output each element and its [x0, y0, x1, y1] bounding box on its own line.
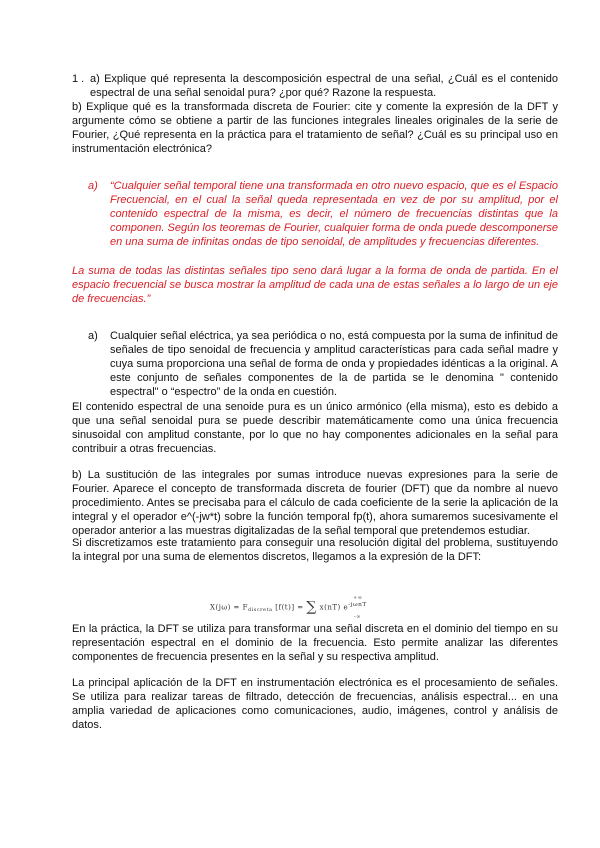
answer-paragraph-discretize: Si discretizamos este tratamiento para conseguir una resolución digital del problema, sustituyendo la integral por una suma de elementos discretos, llegamos a la expresión de la DFT:: [72, 537, 558, 563]
quote-text: “Cualquier señal temporal tiene una transformada en otro nuevo espacio, que es el Espacio Frecuencial, en el cual la señal queda representada en vez de por su amplitud, por el contenido espectral de la misma, es decir, el número de frecuencias distintas que la componen. Según los teoremas de Fourier, cualquier forma de onda puede descomponerse en una suma de infinitas ondas de tipo senoidal, de amplitudes y frecuencias diferentes.: [110, 180, 558, 248]
answer-paragraph-sine: El contenido espectral de una senoide pura es un único armónico (ella misma), esto es debido a que una señal senoidal pura se puede describir matemáticamente como una única frecuencia sinusoidal con amplitud constante, por lo que no hay componentes adicionales en la señal para contribuir a otras frecuencias.: [72, 401, 558, 455]
sum-lower-limit: -∞: [354, 614, 361, 620]
question-part-b: b) Explique qué es la transformada discreta de Fourier: cite y comente la expresión de la DFT y argumente cómo se obtiene a partir de las funciones integrales lineales originales de la serie de Fourier, ¿Qué representa en la práctica para el tratamiento de señal? ¿Cuál es su principal uso en instrumentación electrónica?: [72, 101, 558, 155]
quote-label: a): [88, 180, 98, 192]
answer-paragraph-dft: b) La sustitución de las integrales por sumas introduce nuevas expresiones para la serie de Fourier. Aparece el concepto de transformada discreta de fourier (DFT) que da nombre al nuevo procedimiento. Antes se precisaba para el cálculo de cada coeficiente de la serie la aplicación de la integral y el operador e^(-jw*t) sobre la función temporal fp(t), ahora sumaremos sucesivamente el operador anterior a las muestras digitalizadas de la señal temporal que pretendemos estudiar.: [72, 469, 558, 537]
answer-paragraph-application: La principal aplicación de la DFT en instrumentación electrónica es el procesamiento de señales. Se utiliza para realizar tareas de filtrado, detección de frecuencias, análisis espectral... en una amplia variedad de aplicaciones como comunicaciones, audio, imágenes, control y análisis de datos.: [72, 677, 558, 731]
question-number: 1 .: [72, 73, 85, 85]
formula-rhs: x(nT) e: [319, 603, 349, 612]
formula-exponent: -jωnT: [348, 602, 367, 608]
answer-point-a: [88, 329, 558, 399]
answer-label: a): [88, 330, 98, 342]
dft-formula: [150, 590, 450, 620]
answer-point-text: Cualquier señal eléctrica, ya sea periódica o no, está compuesta por la suma de infinitud de señales de tipo senoidal de frecuencia y amplitud características para cada señal madre y cuya suma proporciona una señal de forma de onda y propiedades idénticas a la original. A este conjunto de señales componentes de la de partida se le denomina " contenido espectral" o “espectro” de la onda en cuestión.: [110, 330, 558, 398]
sum-symbol: ∑: [306, 599, 317, 616]
formula-lhs: X(jω) = F: [210, 603, 248, 612]
formula-subscript: discreta: [248, 607, 273, 614]
sum-upper-limit: +∞: [353, 595, 363, 601]
quote-continuation: La suma de todas las distintas señales tipo seno dará lugar a la forma de onda de partida. En el espacio frecuencial se busca mostrar la amplitud de cada una de estas señales a lo largo de un eje de frecuencias.”: [72, 265, 558, 305]
question-a-text: a) Explique qué representa la descomposición espectral de una señal, ¿Cuál es el contenido espectral de una señal senoidal pura? ¿por qué? Razone la respuesta.: [90, 73, 558, 99]
formula-mid: [f(t)] =: [275, 603, 304, 612]
answer-paragraph-practice: En la práctica, la DFT se utiliza para transformar una señal discreta en el dominio del tiempo en su representación espectral en el dominio de la frecuencia. Esto permite analizar las diferentes componentes de frecuencia presentes en la señal y su respectiva amplitud.: [72, 623, 558, 663]
quote-paragraph: [88, 179, 558, 249]
question-part-a: [72, 72, 558, 100]
